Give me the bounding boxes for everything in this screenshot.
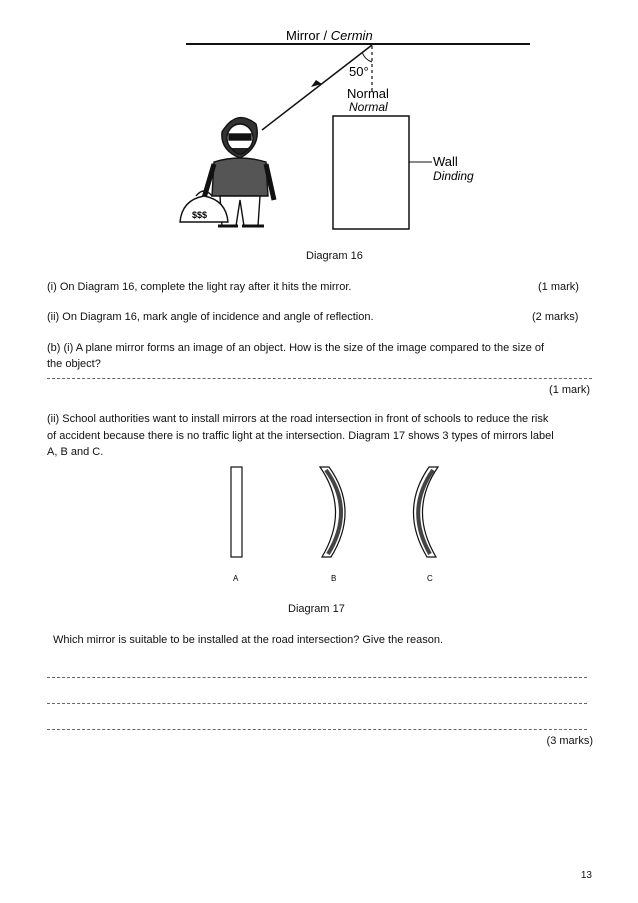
angle-arc — [362, 52, 372, 62]
diagram-17-caption: Diagram 17 — [288, 603, 345, 615]
question-b-ii-line1: (ii) School authorities want to install mirrors at the road intersection in front of schools to reduce the risk — [47, 413, 549, 425]
question-ii-marks: (2 marks) — [532, 311, 579, 323]
mirror-label-c: C — [427, 574, 433, 583]
diagram-16-caption: Diagram 16 — [306, 250, 363, 262]
mirror-a-plane — [231, 467, 242, 557]
question-b-i-marks: (1 mark) — [549, 384, 590, 396]
ray-arrowhead — [311, 80, 322, 87]
page-number: 13 — [580, 870, 592, 881]
answer-line-3 — [47, 729, 587, 730]
question-b-ii-line3: A, B and C. — [47, 446, 104, 458]
answer-line-1 — [47, 677, 587, 678]
diagram-17 — [200, 462, 460, 592]
final-question: Which mirror is suitable to be installed at the road intersection? Give the reason. — [53, 634, 444, 646]
normal-label-italic: Normal — [349, 100, 388, 114]
angle-label: 50° — [349, 64, 369, 79]
question-i: (i) On Diagram 16, complete the light ray after it hits the mirror. — [47, 281, 352, 293]
wall-label: Wall — [433, 154, 458, 169]
question-b-ii-line2: of accident because there is no traffic light at the intersection. Diagram 17 shows 3 types of mirrors label — [47, 430, 554, 442]
wall-label-italic: Dinding — [433, 169, 474, 183]
final-question-marks: (3 marks) — [546, 735, 593, 747]
question-ii: (ii) On Diagram 16, mark angle of incidence and angle of reflection. — [47, 311, 374, 323]
mirror-label-a: A — [233, 574, 239, 583]
normal-label: Normal — [347, 86, 389, 101]
mirror-label: Mirror / Cermin — [286, 28, 373, 43]
wall — [333, 116, 409, 229]
question-i-marks: (1 mark) — [538, 281, 579, 293]
question-b-i-line2: the object? — [47, 358, 101, 370]
mirror-label-b: B — [331, 574, 337, 583]
answer-line-2 — [47, 703, 587, 704]
bag-label: $$$ — [192, 210, 208, 220]
question-b-i-line1: (b) (i) A plane mirror forms an image of an object. How is the size of the image compared to the size of — [47, 342, 545, 354]
answer-line-b-i — [47, 378, 592, 379]
diagram-16 — [0, 0, 638, 245]
